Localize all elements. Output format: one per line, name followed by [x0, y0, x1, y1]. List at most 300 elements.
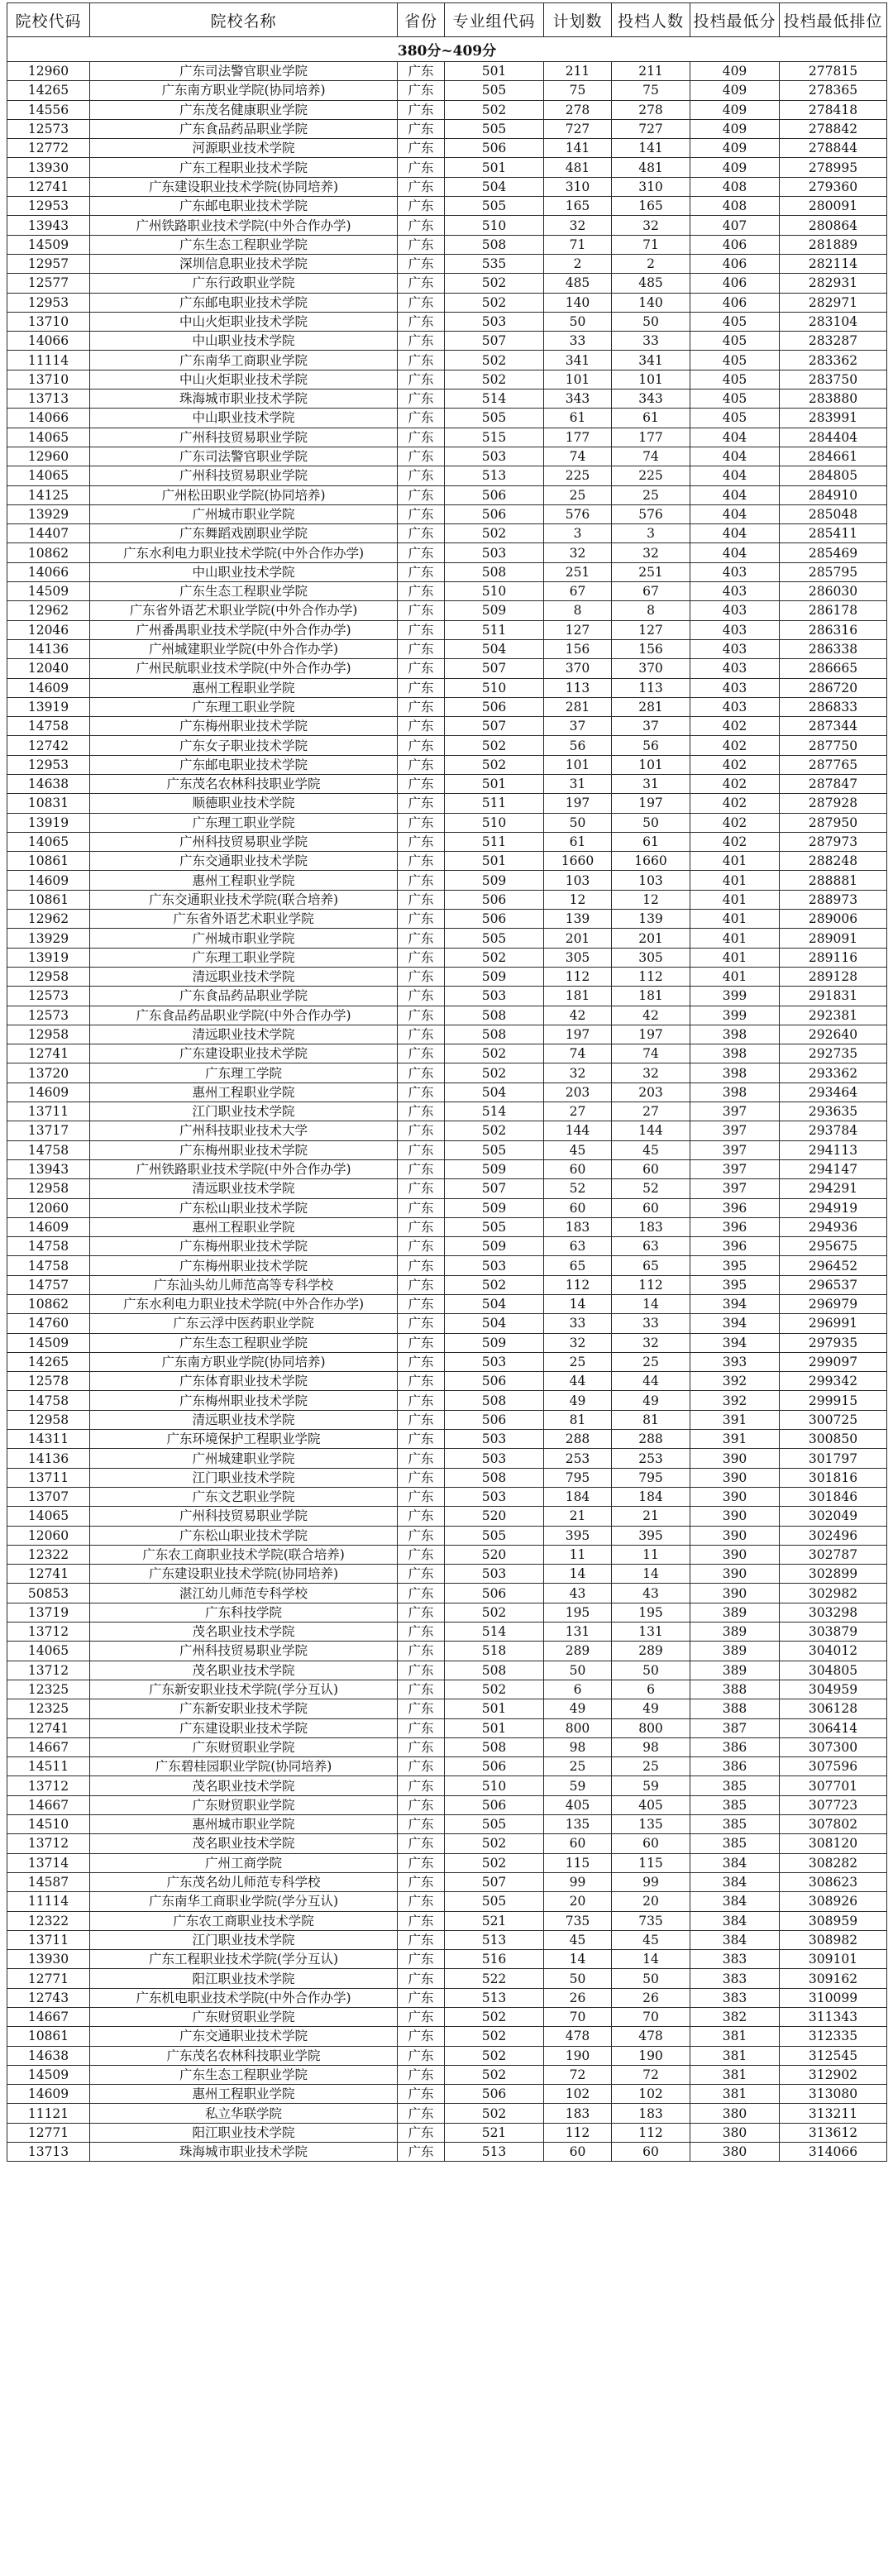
- plan-count-cell: 115: [544, 1853, 612, 1872]
- province-cell: 广东: [398, 197, 445, 216]
- school-code-cell: 13719: [7, 1603, 90, 1622]
- group-code-cell: 503: [445, 987, 544, 1006]
- admitted-count-cell: 140: [612, 293, 690, 312]
- min-score-cell: 401: [690, 929, 780, 948]
- table-row: [7, 659, 887, 678]
- min-score-cell: 403: [690, 620, 780, 639]
- group-code-cell: 503: [445, 1565, 544, 1584]
- table-row: [7, 2007, 887, 2026]
- admitted-count-cell: 44: [612, 1372, 690, 1391]
- school-code-cell: 13713: [7, 2143, 90, 2162]
- min-rank-cell: 286338: [780, 639, 887, 658]
- school-code-cell: 12322: [7, 1911, 90, 1930]
- admitted-count-cell: 478: [612, 2027, 690, 2046]
- table-row: [7, 1468, 887, 1487]
- table-row: [7, 1025, 887, 1044]
- admitted-count-cell: 395: [612, 1526, 690, 1545]
- table-row: [7, 119, 887, 138]
- group-code-cell: 504: [445, 1082, 544, 1102]
- admitted-count-cell: 310: [612, 177, 690, 196]
- header-row: [7, 3, 887, 37]
- group-code-cell: 509: [445, 967, 544, 986]
- min-score-cell: 402: [690, 813, 780, 832]
- plan-count-cell: 478: [544, 2027, 612, 2046]
- province-cell: 广东: [398, 1950, 445, 1969]
- group-code-cell: 503: [445, 1430, 544, 1449]
- school-name-cell: 广州城市职业学院: [90, 929, 398, 948]
- school-code-cell: 12958: [7, 967, 90, 986]
- school-name-cell: 广东茂名健康职业学院: [90, 100, 398, 119]
- admitted-count-cell: 281: [612, 697, 690, 716]
- province-cell: 广东: [398, 929, 445, 948]
- min-rank-cell: 278842: [780, 119, 887, 138]
- group-code-cell: 508: [445, 562, 544, 581]
- table-row: [7, 254, 887, 273]
- table-row: [7, 1526, 887, 1545]
- min-rank-cell: 304805: [780, 1661, 887, 1680]
- group-code-cell: 507: [445, 1179, 544, 1198]
- min-rank-cell: 287973: [780, 832, 887, 851]
- group-code-cell: 507: [445, 1872, 544, 1891]
- school-code-cell: 14265: [7, 1352, 90, 1371]
- admitted-count-cell: 727: [612, 119, 690, 138]
- header-province: 省份: [398, 3, 445, 37]
- school-name-cell: 广州城建职业学院: [90, 1449, 398, 1468]
- min-score-cell: 388: [690, 1680, 780, 1699]
- table-row: [7, 390, 887, 409]
- group-code-cell: 501: [445, 158, 544, 177]
- school-name-cell: 中山火炬职业技术学院: [90, 312, 398, 331]
- school-name-cell: 广东司法警官职业学院: [90, 447, 398, 466]
- table-row: [7, 852, 887, 871]
- table-row: [7, 1545, 887, 1564]
- min-score-cell: 404: [690, 543, 780, 562]
- group-code-cell: 506: [445, 1410, 544, 1429]
- school-code-cell: 14509: [7, 582, 90, 601]
- province-cell: 广东: [398, 794, 445, 813]
- school-name-cell: 广东生态工程职业学院: [90, 235, 398, 254]
- plan-count-cell: 3: [544, 524, 612, 543]
- min-score-cell: 390: [690, 1487, 780, 1506]
- province-cell: 广东: [398, 1063, 445, 1082]
- province-cell: 广东: [398, 1584, 445, 1603]
- min-score-cell: 389: [690, 1623, 780, 1642]
- plan-count-cell: 74: [544, 447, 612, 466]
- group-code-cell: 511: [445, 620, 544, 639]
- table-row: [7, 428, 887, 447]
- min-rank-cell: 294291: [780, 1179, 887, 1198]
- table-row: [7, 794, 887, 813]
- group-code-cell: 506: [445, 1757, 544, 1776]
- min-rank-cell: 303879: [780, 1623, 887, 1642]
- province-cell: 广东: [398, 2046, 445, 2065]
- min-score-cell: 386: [690, 1757, 780, 1776]
- plan-count-cell: 101: [544, 755, 612, 774]
- min-score-cell: 397: [690, 1102, 780, 1121]
- province-cell: 广东: [398, 852, 445, 871]
- min-rank-cell: 294113: [780, 1140, 887, 1159]
- province-cell: 广东: [398, 1892, 445, 1911]
- min-rank-cell: 284910: [780, 485, 887, 504]
- school-code-cell: 14066: [7, 332, 90, 351]
- group-code-cell: 502: [445, 2104, 544, 2123]
- province-cell: 广东: [398, 562, 445, 581]
- min-rank-cell: 287950: [780, 813, 887, 832]
- school-code-cell: 14065: [7, 466, 90, 485]
- table-row: [7, 2027, 887, 2046]
- admitted-count-cell: 56: [612, 736, 690, 755]
- admitted-count-cell: 481: [612, 158, 690, 177]
- province-cell: 广东: [398, 1795, 445, 1814]
- school-code-cell: 12958: [7, 1025, 90, 1044]
- school-code-cell: 13707: [7, 1487, 90, 1506]
- min-score-cell: 401: [690, 967, 780, 986]
- province-cell: 广东: [398, 1603, 445, 1622]
- table-row: [7, 1217, 887, 1236]
- plan-count-cell: 50: [544, 312, 612, 331]
- admitted-count-cell: 67: [612, 582, 690, 601]
- school-code-cell: 14065: [7, 1642, 90, 1661]
- group-code-cell: 508: [445, 235, 544, 254]
- group-code-cell: 505: [445, 1892, 544, 1911]
- plan-count-cell: 405: [544, 1795, 612, 1814]
- min-rank-cell: 277815: [780, 62, 887, 81]
- min-rank-cell: 307300: [780, 1737, 887, 1756]
- plan-count-cell: 49: [544, 1391, 612, 1410]
- table-row: [7, 1507, 887, 1526]
- admitted-count-cell: 49: [612, 1699, 690, 1718]
- group-code-cell: 520: [445, 1507, 544, 1526]
- group-code-cell: 508: [445, 1391, 544, 1410]
- group-code-cell: 511: [445, 832, 544, 851]
- admitted-count-cell: 177: [612, 428, 690, 447]
- school-name-cell: 广东邮电职业技术学院: [90, 293, 398, 312]
- plan-count-cell: 65: [544, 1256, 612, 1275]
- admitted-count-cell: 14: [612, 1295, 690, 1314]
- min-score-cell: 393: [690, 1352, 780, 1371]
- school-code-cell: 11114: [7, 351, 90, 370]
- admitted-count-cell: 370: [612, 659, 690, 678]
- school-name-cell: 广东理工职业学院: [90, 948, 398, 967]
- school-name-cell: 广东建设职业技术学院(协同培养): [90, 177, 398, 196]
- table-row: [7, 639, 887, 658]
- min-rank-cell: 308282: [780, 1853, 887, 1872]
- min-rank-cell: 286833: [780, 697, 887, 716]
- table-row: [7, 774, 887, 793]
- min-score-cell: 384: [690, 1911, 780, 1930]
- min-rank-cell: 312902: [780, 2065, 887, 2084]
- school-name-cell: 广东理工职业学院: [90, 813, 398, 832]
- admitted-count-cell: 60: [612, 1834, 690, 1853]
- province-cell: 广东: [398, 62, 445, 81]
- school-name-cell: 广东舞蹈戏剧职业学院: [90, 524, 398, 543]
- group-code-cell: 504: [445, 639, 544, 658]
- admitted-count-cell: 25: [612, 485, 690, 504]
- min-rank-cell: 299097: [780, 1352, 887, 1371]
- min-rank-cell: 286720: [780, 678, 887, 697]
- group-code-cell: 535: [445, 254, 544, 273]
- school-name-cell: 广东工程职业技术学院(学分互认): [90, 1950, 398, 1969]
- min-rank-cell: 283104: [780, 312, 887, 331]
- min-score-cell: 404: [690, 447, 780, 466]
- admitted-count-cell: 405: [612, 1795, 690, 1814]
- province-cell: 广东: [398, 1410, 445, 1429]
- plan-count-cell: 343: [544, 390, 612, 409]
- min-score-cell: 391: [690, 1410, 780, 1429]
- min-score-cell: 409: [690, 62, 780, 81]
- province-cell: 广东: [398, 948, 445, 967]
- school-code-cell: 14511: [7, 1757, 90, 1776]
- plan-count-cell: 14: [544, 1950, 612, 1969]
- admitted-count-cell: 27: [612, 1102, 690, 1121]
- school-name-cell: 清远职业技术学院: [90, 1025, 398, 1044]
- admitted-count-cell: 144: [612, 1121, 690, 1140]
- min-score-cell: 384: [690, 1853, 780, 1872]
- table-row: [7, 1642, 887, 1661]
- min-score-cell: 404: [690, 466, 780, 485]
- school-name-cell: 私立华联学院: [90, 2104, 398, 2123]
- min-rank-cell: 295675: [780, 1237, 887, 1256]
- group-code-cell: 504: [445, 177, 544, 196]
- admitted-count-cell: 343: [612, 390, 690, 409]
- min-rank-cell: 301816: [780, 1468, 887, 1487]
- group-code-cell: 513: [445, 1930, 544, 1949]
- min-rank-cell: 289128: [780, 967, 887, 986]
- min-score-cell: 402: [690, 736, 780, 755]
- min-rank-cell: 283880: [780, 390, 887, 409]
- plan-count-cell: 795: [544, 1468, 612, 1487]
- min-rank-cell: 287765: [780, 755, 887, 774]
- group-code-cell: 508: [445, 1006, 544, 1025]
- plan-count-cell: 103: [544, 871, 612, 890]
- plan-count-cell: 485: [544, 274, 612, 293]
- school-code-cell: 12958: [7, 1179, 90, 1198]
- province-cell: 广东: [398, 1468, 445, 1487]
- table-row: [7, 524, 887, 543]
- school-code-cell: 14556: [7, 100, 90, 119]
- admitted-count-cell: 1660: [612, 852, 690, 871]
- min-score-cell: 403: [690, 697, 780, 716]
- table-row: [7, 1006, 887, 1025]
- province-cell: 广东: [398, 755, 445, 774]
- school-name-cell: 广东省外语艺术职业学院(中外合作办学): [90, 601, 398, 620]
- admitted-count-cell: 12: [612, 890, 690, 909]
- school-code-cell: 14757: [7, 1275, 90, 1294]
- plan-count-cell: 2: [544, 254, 612, 273]
- school-name-cell: 惠州工程职业学院: [90, 1082, 398, 1102]
- min-rank-cell: 287847: [780, 774, 887, 793]
- group-code-cell: 508: [445, 1737, 544, 1756]
- table-row: [7, 1950, 887, 1969]
- admitted-count-cell: 99: [612, 1872, 690, 1891]
- group-code-cell: 505: [445, 1217, 544, 1236]
- group-code-cell: 506: [445, 139, 544, 158]
- plan-count-cell: 45: [544, 1930, 612, 1949]
- min-score-cell: 405: [690, 409, 780, 428]
- min-score-cell: 385: [690, 1815, 780, 1834]
- admitted-count-cell: 181: [612, 987, 690, 1006]
- plan-count-cell: 289: [544, 1642, 612, 1661]
- school-code-cell: 12573: [7, 119, 90, 138]
- province-cell: 广东: [398, 254, 445, 273]
- table-row: [7, 1256, 887, 1275]
- admitted-count-cell: 14: [612, 1950, 690, 1969]
- table-row: [7, 293, 887, 312]
- school-name-cell: 广东科技学院: [90, 1603, 398, 1622]
- min-rank-cell: 308959: [780, 1911, 887, 1930]
- school-code-cell: 12040: [7, 659, 90, 678]
- province-cell: 广东: [398, 1044, 445, 1063]
- min-score-cell: 401: [690, 852, 780, 871]
- school-name-cell: 广州科技职业技术大学: [90, 1121, 398, 1140]
- school-name-cell: 广东建设职业技术学院(协同培养): [90, 1565, 398, 1584]
- school-code-cell: 12573: [7, 1006, 90, 1025]
- plan-count-cell: 60: [544, 1834, 612, 1853]
- school-name-cell: 广东建设职业技术学院: [90, 1718, 398, 1737]
- group-code-cell: 502: [445, 1853, 544, 1872]
- school-name-cell: 清远职业技术学院: [90, 1179, 398, 1198]
- school-code-cell: 14760: [7, 1314, 90, 1333]
- admitted-count-cell: 32: [612, 1333, 690, 1352]
- min-score-cell: 383: [690, 1950, 780, 1969]
- group-code-cell: 510: [445, 678, 544, 697]
- plan-count-cell: 101: [544, 370, 612, 389]
- school-name-cell: 湛江幼儿师范专科学校: [90, 1584, 398, 1603]
- table-row: [7, 1815, 887, 1834]
- min-score-cell: 405: [690, 351, 780, 370]
- min-rank-cell: 297935: [780, 1333, 887, 1352]
- school-code-cell: 12771: [7, 2123, 90, 2142]
- min-rank-cell: 283362: [780, 351, 887, 370]
- min-rank-cell: 312335: [780, 2027, 887, 2046]
- plan-count-cell: 135: [544, 1815, 612, 1834]
- school-name-cell: 广东南方职业学院(协同培养): [90, 81, 398, 100]
- min-score-cell: 390: [690, 1526, 780, 1545]
- group-code-cell: 506: [445, 1795, 544, 1814]
- school-code-cell: 12953: [7, 755, 90, 774]
- min-score-cell: 385: [690, 1795, 780, 1814]
- school-name-cell: 清远职业技术学院: [90, 1410, 398, 1429]
- group-code-cell: 502: [445, 370, 544, 389]
- school-name-cell: 广州科技贸易职业学院: [90, 1507, 398, 1526]
- province-cell: 广东: [398, 2104, 445, 2123]
- province-cell: 广东: [398, 620, 445, 639]
- province-cell: 广东: [398, 351, 445, 370]
- group-code-cell: 506: [445, 2085, 544, 2104]
- table-row: [7, 216, 887, 235]
- table-row: [7, 1179, 887, 1198]
- group-code-cell: 509: [445, 871, 544, 890]
- min-rank-cell: 312545: [780, 2046, 887, 2065]
- school-name-cell: 广东梅州职业技术学院: [90, 1391, 398, 1410]
- school-code-cell: 14609: [7, 1217, 90, 1236]
- school-name-cell: 江门职业技术学院: [90, 1930, 398, 1949]
- province-cell: 广东: [398, 1911, 445, 1930]
- admitted-count-cell: 156: [612, 639, 690, 658]
- admission-table-wrapper: [7, 2, 886, 2162]
- min-score-cell: 397: [690, 1179, 780, 1198]
- table-row: [7, 1121, 887, 1140]
- admitted-count-cell: 74: [612, 447, 690, 466]
- school-name-cell: 广东生态工程职业学院: [90, 2065, 398, 2084]
- table-row: [7, 485, 887, 504]
- min-score-cell: 391: [690, 1430, 780, 1449]
- plan-count-cell: 44: [544, 1372, 612, 1391]
- plan-count-cell: 61: [544, 409, 612, 428]
- plan-count-cell: 184: [544, 1487, 612, 1506]
- table-row: [7, 1988, 887, 2007]
- min-rank-cell: 289006: [780, 910, 887, 929]
- school-code-cell: 14065: [7, 832, 90, 851]
- province-cell: 广东: [398, 1507, 445, 1526]
- group-code-cell: 506: [445, 485, 544, 504]
- plan-count-cell: 60: [544, 1198, 612, 1217]
- province-cell: 广东: [398, 697, 445, 716]
- admitted-count-cell: 50: [612, 813, 690, 832]
- table-row: [7, 1082, 887, 1102]
- min-rank-cell: 285411: [780, 524, 887, 543]
- plan-count-cell: 21: [544, 1507, 612, 1526]
- min-rank-cell: 278365: [780, 81, 887, 100]
- group-code-cell: 504: [445, 1314, 544, 1333]
- province-cell: 广东: [398, 1237, 445, 1256]
- school-code-cell: 14066: [7, 409, 90, 428]
- school-name-cell: 广东梅州职业技术学院: [90, 1140, 398, 1159]
- plan-count-cell: 183: [544, 2104, 612, 2123]
- admitted-count-cell: 735: [612, 1911, 690, 1930]
- table-row: [7, 332, 887, 351]
- group-code-cell: 505: [445, 1140, 544, 1159]
- min-score-cell: 384: [690, 1872, 780, 1891]
- min-score-cell: 384: [690, 1930, 780, 1949]
- header-min-rank: 投档最低排位: [780, 3, 887, 37]
- min-rank-cell: 311343: [780, 2007, 887, 2026]
- min-score-cell: 389: [690, 1661, 780, 1680]
- min-rank-cell: 286178: [780, 601, 887, 620]
- min-score-cell: 404: [690, 485, 780, 504]
- plan-count-cell: 42: [544, 1006, 612, 1025]
- school-code-cell: 14758: [7, 1256, 90, 1275]
- school-code-cell: 12958: [7, 1410, 90, 1429]
- min-score-cell: 407: [690, 216, 780, 235]
- admitted-count-cell: 251: [612, 562, 690, 581]
- table-row: [7, 987, 887, 1006]
- plan-count-cell: 32: [544, 543, 612, 562]
- province-cell: 广东: [398, 1217, 445, 1236]
- table-row: [7, 1487, 887, 1506]
- school-name-cell: 广东邮电职业技术学院: [90, 755, 398, 774]
- school-name-cell: 广东云浮中医药职业学院: [90, 1314, 398, 1333]
- admitted-count-cell: 103: [612, 871, 690, 890]
- table-body: [7, 62, 887, 2162]
- school-name-cell: 广东梅州职业技术学院: [90, 717, 398, 736]
- school-code-cell: 12060: [7, 1198, 90, 1217]
- group-code-cell: 502: [445, 948, 544, 967]
- province-cell: 广东: [398, 119, 445, 138]
- school-name-cell: 广东南华工商职业学院(学分互认): [90, 1892, 398, 1911]
- admitted-count-cell: 65: [612, 1256, 690, 1275]
- school-name-cell: 广东南华工商职业学院: [90, 351, 398, 370]
- school-code-cell: 14638: [7, 774, 90, 793]
- school-code-cell: 12957: [7, 254, 90, 273]
- admitted-count-cell: 6: [612, 1680, 690, 1699]
- table-row: [7, 235, 887, 254]
- group-code-cell: 502: [445, 1680, 544, 1699]
- min-score-cell: 381: [690, 2046, 780, 2065]
- school-code-cell: 13714: [7, 1853, 90, 1872]
- school-name-cell: 广东水利电力职业技术学院(中外合作办学): [90, 543, 398, 562]
- table-row: [7, 100, 887, 119]
